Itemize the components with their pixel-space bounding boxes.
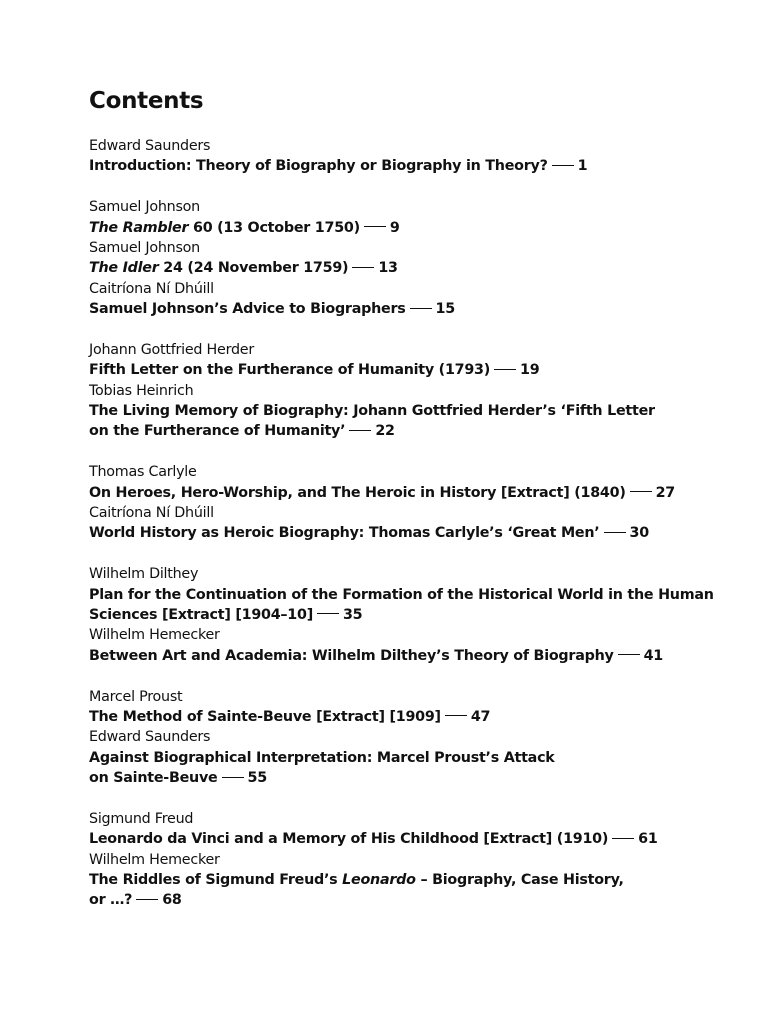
entry-title: Against Biographical Interpretation: Marcel Proust’s Attack xyxy=(89,749,555,766)
page-separator-rule xyxy=(222,777,244,778)
page-number: 30 xyxy=(629,525,649,542)
entry-title-text: or …? xyxy=(89,892,133,909)
entry-title xyxy=(89,483,689,503)
group-spacer xyxy=(89,544,689,564)
group-spacer xyxy=(89,789,689,809)
entry-title xyxy=(89,646,689,666)
entry-author: Caitríona Ní Dhúill xyxy=(89,505,214,522)
page-separator-rule xyxy=(410,308,432,309)
entry-title-text: on the Furtherance of Humanity’ xyxy=(89,423,346,440)
entry-author: Wilhelm Dilthey xyxy=(89,566,199,583)
entry-title-italic: The Rambler xyxy=(89,219,189,236)
page-number: 27 xyxy=(655,484,676,501)
page-number: 13 xyxy=(378,260,398,277)
page-number: 35 xyxy=(342,606,363,623)
entry-author: Johann Gottfried Herder xyxy=(89,341,254,358)
entry-title xyxy=(89,707,689,727)
entry-author: Samuel Johnson xyxy=(89,239,200,256)
entry-title-text: on Sainte-Beuve xyxy=(89,770,218,787)
page-separator-rule xyxy=(349,430,371,431)
entry-title-continued xyxy=(89,605,689,625)
entry-title-text: Between Art and Academia: Wilhelm Dilthey’s Theory of Biography xyxy=(89,647,614,664)
entry-title-italic: Leonardo xyxy=(342,872,416,889)
entry-title xyxy=(89,523,689,543)
page-number: 55 xyxy=(247,770,267,787)
entry-title-continued xyxy=(89,890,689,910)
entry-title xyxy=(89,870,689,890)
entry-title-text: On Heroes, Hero-Worship, and The Heroic in History [Extract] (1840) xyxy=(89,484,626,501)
group-spacer xyxy=(89,320,689,340)
page-number: 1 xyxy=(577,158,588,175)
entry-title-text: 60 (13 October 1750) xyxy=(188,219,360,236)
page-separator-rule xyxy=(445,715,467,716)
entry-author: Edward Saunders xyxy=(89,729,211,746)
page-separator-rule xyxy=(352,267,374,268)
page-number: 19 xyxy=(520,362,540,379)
entry-author: Thomas Carlyle xyxy=(89,464,197,481)
group-spacer xyxy=(89,666,689,686)
entry-title-text: Leonardo da Vinci and a Memory of His Childhood [Extract] (1910) xyxy=(89,831,609,848)
page-number: 68 xyxy=(162,892,182,909)
page-number: 15 xyxy=(435,301,455,318)
entry-title-text: 24 (24 November 1759) xyxy=(158,260,349,277)
entry-author: Samuel Johnson xyxy=(89,199,200,216)
entry-author: Wilhelm Hemecker xyxy=(89,851,220,868)
page-number: 61 xyxy=(638,831,658,848)
entry-title-text: The Method of Sainte-Beuve [Extract] [1909] xyxy=(89,708,441,725)
entry-title xyxy=(89,299,689,319)
page-separator-rule xyxy=(494,369,516,370)
entry-author: Marcel Proust xyxy=(89,688,183,705)
entry-title-text: Samuel Johnson’s Advice to Biographers xyxy=(89,301,406,318)
page-number: 22 xyxy=(375,423,395,440)
entry-title-italic: The Idler xyxy=(89,260,159,277)
entry-title-text: The Riddles of Sigmund Freud’s xyxy=(89,872,343,889)
entry-title xyxy=(89,360,689,380)
entry-author: Edward Saunders xyxy=(89,138,211,154)
entry-title-continued xyxy=(89,421,689,441)
entry-title-continued xyxy=(89,768,689,788)
page-separator-rule xyxy=(630,491,652,492)
entry-title-text: World History as Heroic Biography: Thomas Carlyle’s ‘Great Men’ xyxy=(89,525,600,542)
entry-title: Plan for the Continuation of the Formation of the Historical World in the Human xyxy=(89,586,714,603)
entry-author: Caitríona Ní Dhúill xyxy=(89,280,214,297)
page-separator-rule xyxy=(612,838,634,839)
entry-author: Sigmund Freud xyxy=(89,810,194,827)
page-separator-rule xyxy=(552,165,574,166)
group-spacer xyxy=(89,442,689,462)
page-separator-rule xyxy=(604,532,626,533)
page-title: Contents xyxy=(89,88,204,114)
entry-title-text: Fifth Letter on the Furtherance of Humanity (1793) xyxy=(89,362,491,379)
table-of-contents xyxy=(89,136,714,911)
page-number: 41 xyxy=(643,647,663,664)
entry-title-text: – Biography, Case History, xyxy=(415,872,624,889)
entry-title xyxy=(89,156,689,176)
entry-title-text: Introduction: Theory of Biography or Biography in Theory? xyxy=(89,158,548,175)
entry-title xyxy=(89,829,689,849)
entry-title-text: Sciences [Extract] [1904–10] xyxy=(89,606,313,623)
page-separator-rule xyxy=(364,226,386,227)
group-spacer xyxy=(89,177,689,197)
page-number: 47 xyxy=(470,708,491,725)
page-separator-rule xyxy=(136,899,158,900)
page-separator-rule xyxy=(618,654,640,655)
entry-author: Tobias Heinrich xyxy=(89,382,194,399)
entry-author: Wilhelm Hemecker xyxy=(89,627,220,644)
entry-title xyxy=(89,218,689,238)
entry-title xyxy=(89,258,689,278)
page-number: 9 xyxy=(389,219,400,236)
page-separator-rule xyxy=(317,613,339,614)
entry-title: The Living Memory of Biography: Johann Gottfried Herder’s ‘Fifth Letter xyxy=(89,403,655,420)
